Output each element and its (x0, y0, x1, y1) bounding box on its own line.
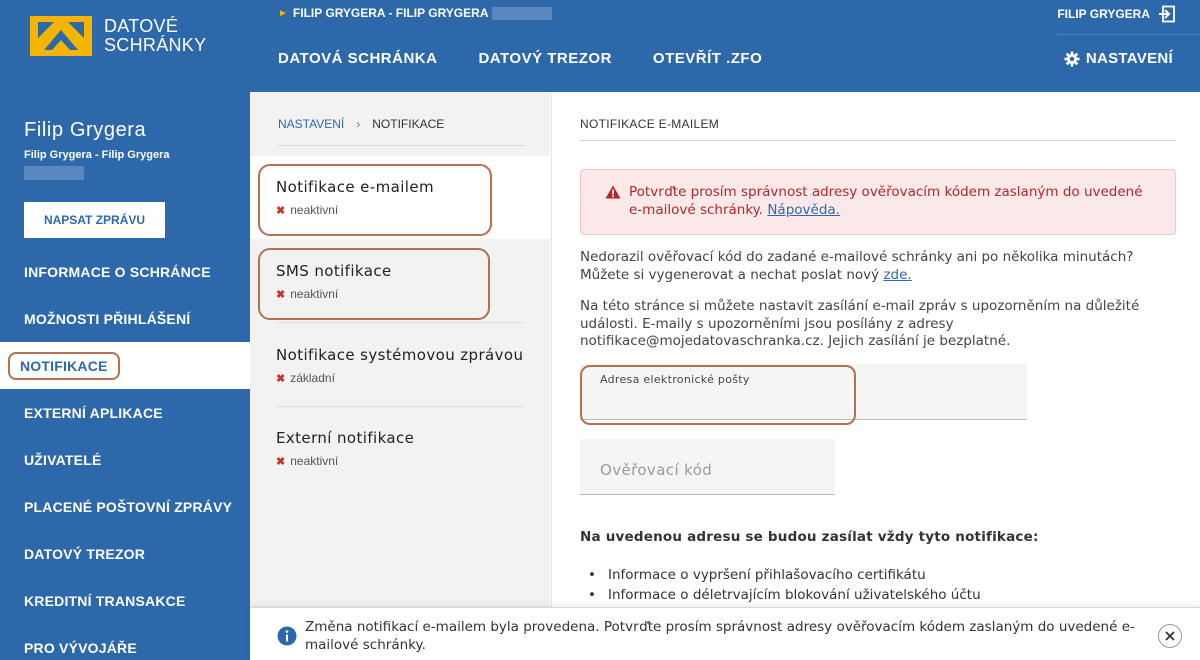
help-link[interactable]: Nápověda. (767, 202, 840, 218)
divider (278, 145, 524, 146)
sidebar-item-datovy-trezor[interactable]: DATOVÝ TREZOR (24, 545, 146, 562)
sidebar-item-placene-postovni-zpravy[interactable]: PLACENÉ POŠTOVNÍ ZPRÁVY (24, 498, 233, 515)
nav-datovy-trezor[interactable]: DATOVÝ TREZOR (478, 50, 612, 67)
header-divider (1058, 34, 1200, 35)
cross-icon: ✖ (276, 372, 286, 385)
sidebar-item-notifikace[interactable]: NOTIFIKACE (0, 342, 250, 389)
breadcrumb-current: NOTIFIKACE (372, 117, 445, 131)
close-icon (1165, 631, 1175, 641)
sidebar-menu (0, 248, 250, 660)
logo[interactable] (30, 16, 206, 56)
sidebar-item-uzivatele[interactable]: UŽIVATELÉ (24, 451, 102, 468)
settings-button[interactable]: NASTAVENÍ (1064, 50, 1173, 67)
sidebar-item-externi-aplikace[interactable]: EXTERNÍ APLIKACE (24, 404, 163, 421)
verification-code-placeholder: Ověřovací kód (600, 461, 713, 479)
notification-list (588, 565, 981, 605)
toast-notification (250, 607, 1200, 660)
account-name: Filip Grygera (24, 119, 147, 141)
divider (580, 140, 1176, 141)
list-item: • Informace o vypršení přihlašovacího certifikátu (588, 565, 981, 585)
warning-alert: Potvrďte prosím správnost adresy ověřovacím kódem zaslaným do uvedené e-mailové schránky. Nápověda. (580, 169, 1176, 235)
cross-icon: ✖ (276, 288, 286, 301)
info-icon (277, 626, 297, 646)
annotation-highlight (580, 365, 856, 425)
annotation-highlight (258, 248, 490, 320)
breadcrumb (278, 117, 444, 131)
gear-icon (1064, 51, 1080, 67)
close-button[interactable] (1158, 624, 1182, 648)
sidebar-item-moznosti-prihlaseni[interactable]: MOŽNOSTI PŘIHLÁŠENÍ (24, 310, 191, 327)
toast-message: Změna notifikací e-mailem byla provedena. Potvrďte prosím správnost adresy ověřovacím kódem zaslaným do uvedené e-mailové schránky. (305, 619, 1135, 653)
info-paragraph: Na této stránce si můžete nastavit zasílání e-mail zpráv s upozorněním na důležité události. E-maily s upozorněními jsou posílány z adresy notifikace@mojedatovaschranka.cz. Jejich zasílání je bezplatné. (580, 298, 1140, 349)
divider (276, 322, 524, 323)
logo-mark-icon (30, 16, 92, 56)
arrow-right-icon: ► (278, 7, 288, 19)
resend-code-link[interactable]: zde. (883, 266, 912, 283)
logout-area[interactable] (1057, 5, 1176, 23)
chevron-right-icon: › (356, 117, 361, 131)
email-field-label: Adresa elektronické pošty (600, 373, 750, 386)
breadcrumb-nastaveni[interactable]: NASTAVENÍ (278, 117, 345, 131)
settings-submenu (250, 92, 550, 660)
resend-code-text: Nedorazil ověřovací kód do zadané e-mailové schránky ani po několika minutách? Můžete si vygenerovat a nechat poslat nový zde. (580, 249, 1134, 283)
main-content (551, 92, 1200, 660)
verification-code-field[interactable] (580, 439, 835, 495)
cross-icon: ✖ (276, 204, 286, 217)
list-item: • Informace o déletrvajícím blokování uživatelského účtu (588, 585, 981, 605)
warning-icon (605, 185, 621, 199)
app-header (0, 0, 1200, 92)
main-nav (278, 50, 803, 67)
write-message-button[interactable]: NAPSAT ZPRÁVU (24, 202, 165, 238)
option-external-notifications[interactable]: Externí notifikace ✖ neaktivní (276, 429, 415, 468)
page-title: NOTIFIKACE E-MAILEM (580, 117, 720, 131)
option-email-notifications[interactable]: Notifikace e-mailem ✖ neaktivní (250, 156, 550, 239)
logout-icon[interactable] (1158, 5, 1176, 23)
option-sms-notifications[interactable]: SMS notifikace ✖ neaktivní (250, 240, 550, 323)
account-subtitle: Filip Grygera - Filip Grygera (24, 149, 170, 161)
sidebar-item-kreditni-transakce[interactable]: KREDITNÍ TRANSAKCE (24, 592, 186, 609)
redacted-box (24, 166, 84, 180)
sidebar-item-pro-vyvojare[interactable]: PRO VÝVOJÁŘE (24, 639, 137, 656)
sidebar (0, 92, 250, 660)
nav-datova-schranka[interactable]: DATOVÁ SCHRÁNKA (278, 50, 438, 67)
top-user-name: FILIP GRYGERA (1057, 7, 1150, 21)
annotation-highlight (258, 164, 492, 236)
sidebar-item-informace[interactable]: INFORMACE O SCHRÁNCE (24, 263, 211, 280)
nav-otevrit-zfo[interactable]: OTEVŘÍT .ZFO (652, 50, 763, 67)
redacted-box (492, 7, 552, 20)
logo-text: DATOVÉ SCHRÁNKY (104, 16, 207, 55)
cross-icon: ✖ (276, 455, 286, 468)
current-mailbox[interactable]: ► FILIP GRYGERA - FILIP GRYGERA (278, 6, 552, 20)
list-title: Na uvedenou adresu se budou zasílat vždy tyto notifikace: (580, 529, 1039, 545)
option-system-message-notifications[interactable]: Notifikace systémovou zprávou ✖ základní (250, 324, 550, 407)
